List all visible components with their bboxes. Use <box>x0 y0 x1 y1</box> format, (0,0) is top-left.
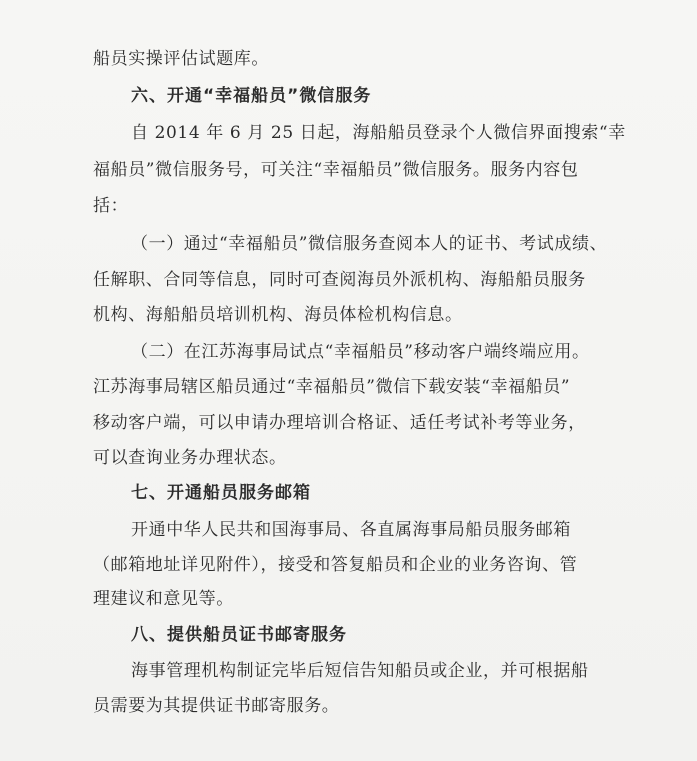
section-heading-6: 六、开通“幸福船员”微信服务 <box>131 86 372 106</box>
text-line: 江苏海事局辖区船员通过“幸福船员”微信下载安装“幸福船员” <box>93 377 571 397</box>
text-line: （二）在江苏海事局试点“幸福船员”移动客户端终端应用。 <box>131 342 590 362</box>
text-line: 福船员”微信服务号，可关注“幸福船员”微信服务。服务内容包 <box>93 160 579 180</box>
text-line: 船员实操评估试题库。 <box>93 49 269 69</box>
text-line: 任解职、合同等信息，同时可查阅海员外派机构、海船船员服务 <box>93 270 586 290</box>
section-heading-7: 七、开通船员服务邮箱 <box>131 483 311 503</box>
text-line: 括： <box>93 196 129 216</box>
text-line: 自 2014 年 6 月 25 日起，海船船员登录个人微信界面搜索“幸 <box>131 123 626 143</box>
text-line: 员需要为其提供证书邮寄服务。 <box>93 696 340 716</box>
text-line: （邮箱地址详见附件），接受和答复船员和企业的业务咨询、管 <box>93 555 578 575</box>
text-line: （一）通过“幸福船员”微信服务查阅本人的证书、考试成绩、 <box>131 234 608 254</box>
text-line: 海事管理机构制证完毕后短信告知船员或企业，并可根据船 <box>131 661 589 681</box>
text-line: 移动客户端，可以申请办理培训合格证、适任考试补考等业务， <box>93 413 586 433</box>
section-heading-8: 八、提供船员证书邮寄服务 <box>131 625 347 645</box>
text-line: 可以查询业务办理状态。 <box>93 448 287 468</box>
text-line: 开通中华人民共和国海事局、各直属海事局船员服务邮箱 <box>131 520 571 540</box>
text-line: 理建议和意见等。 <box>93 589 234 609</box>
text-line: 机构、海船船员培训机构、海员体检机构信息。 <box>93 305 463 325</box>
